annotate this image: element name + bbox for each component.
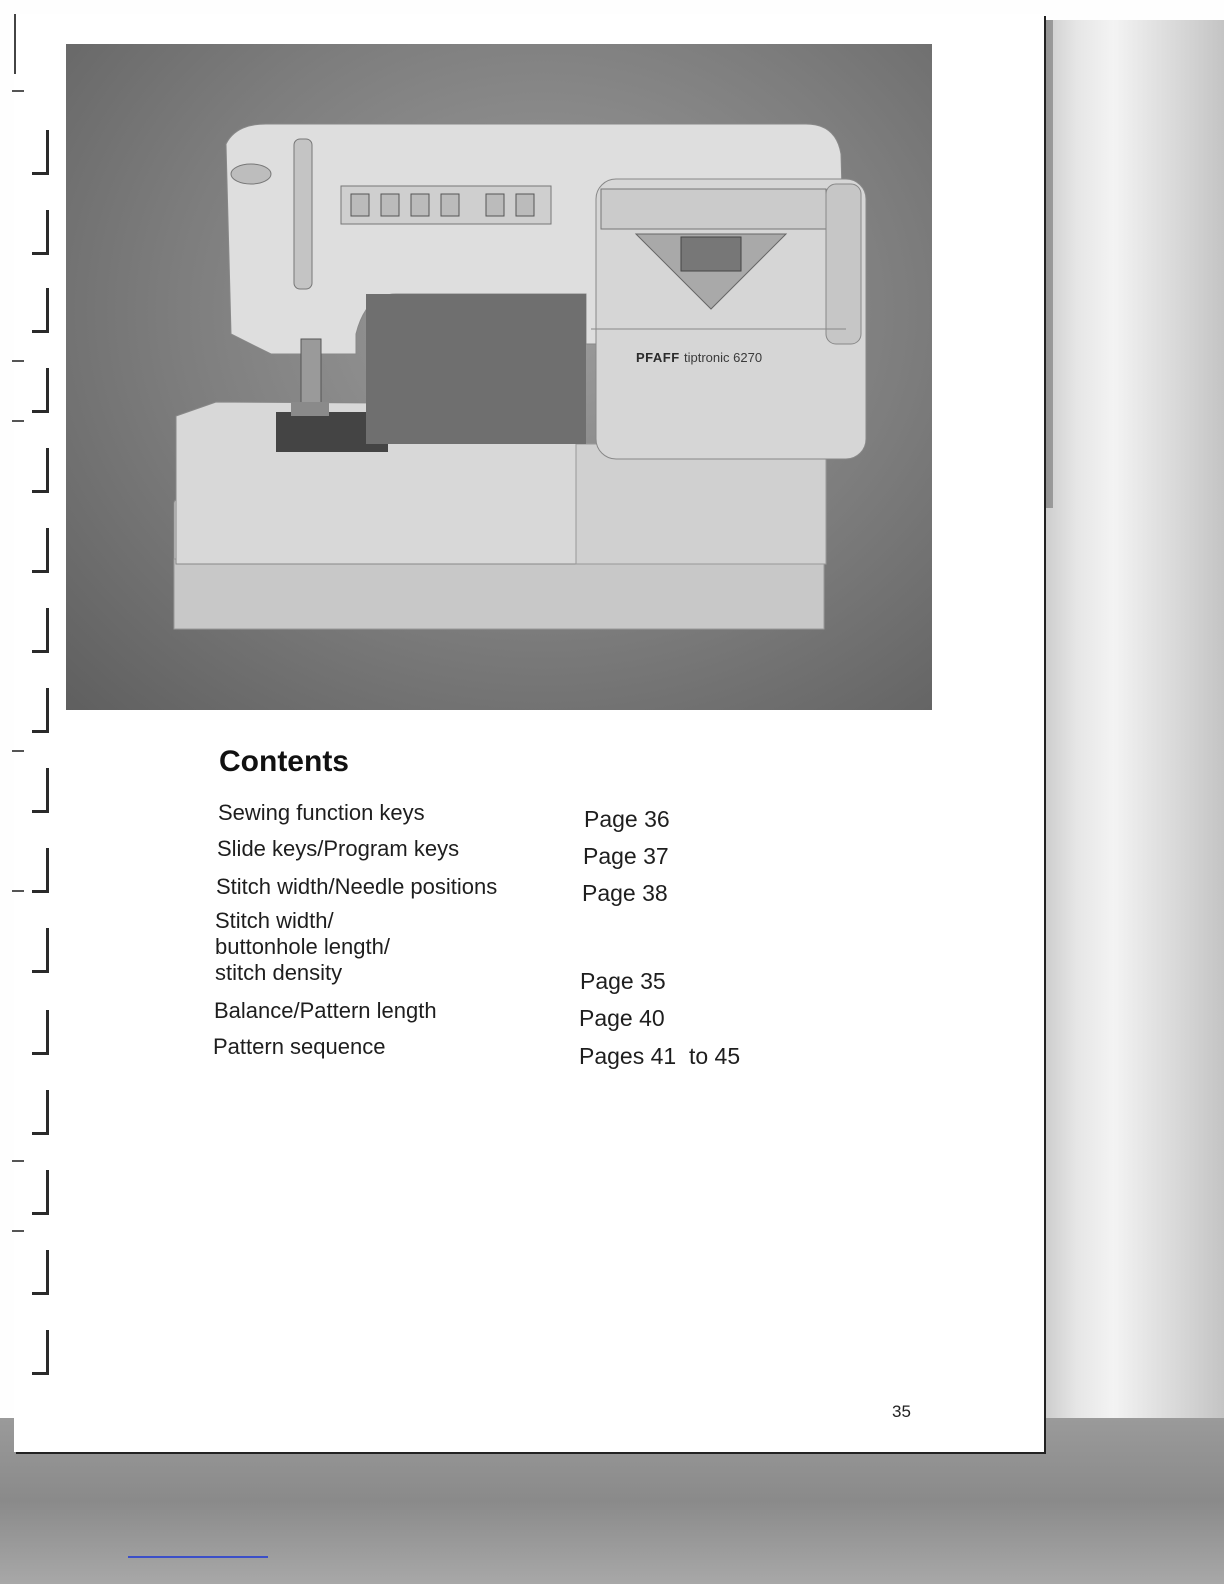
scan-blue-rule	[128, 1556, 268, 1558]
binding-hook	[32, 1090, 49, 1135]
page-number: 35	[892, 1402, 911, 1421]
toc-item-page: Page 35	[580, 968, 666, 994]
binding-hook	[32, 130, 49, 175]
binding-hook	[32, 1010, 49, 1055]
toc-item-page: Page 38	[582, 880, 668, 906]
binding-hook	[32, 448, 49, 493]
binding-hook	[32, 528, 49, 573]
toc-item-label-line: stitch density	[215, 960, 343, 985]
slide-key-panel	[601, 189, 826, 229]
brand-label: PFAFF	[636, 350, 680, 365]
binding-hook	[32, 608, 49, 653]
toc-item-page: Page 37	[583, 843, 669, 869]
sewing-machine-illustration	[66, 44, 932, 710]
right-page-edge	[1040, 20, 1224, 1460]
needle-bar	[301, 339, 321, 404]
binding-hook	[32, 848, 49, 893]
binding-hook	[32, 1250, 49, 1295]
machine-bed-extension	[576, 444, 826, 564]
binding-hook	[32, 768, 49, 813]
binding-hook	[32, 368, 49, 413]
logo-emblem	[231, 164, 271, 184]
toc-item-label-line: Stitch width/	[215, 908, 334, 933]
binding-hook	[32, 210, 49, 255]
binding-hook	[32, 288, 49, 333]
binding-tick	[12, 360, 24, 362]
contents-heading: Contents	[219, 745, 349, 778]
binding-hook	[32, 1330, 49, 1375]
binding-tick	[12, 90, 24, 92]
sewing-machine-photo	[66, 44, 932, 710]
binding-tick	[12, 890, 24, 892]
handwheel	[826, 184, 861, 344]
toc-item-label: Stitch width/Needle positions	[216, 874, 498, 899]
toc-item-page: Page 36	[584, 806, 670, 832]
toc-item-label: Slide keys/Program keys	[217, 836, 460, 861]
toc-item-page: Pages 41 to 45	[579, 1043, 741, 1069]
binding-tick	[12, 1160, 24, 1162]
binding-hook	[32, 688, 49, 733]
binding-hook	[32, 1170, 49, 1215]
machine-base-front	[174, 559, 824, 629]
toc-item-page: Page 40	[579, 1005, 665, 1031]
spiral-binding	[10, 20, 66, 1420]
binding-tick	[12, 1230, 24, 1232]
toc-item-label: Balance/Pattern length	[214, 998, 437, 1023]
thread-guide	[294, 139, 312, 289]
binding-tick	[12, 750, 24, 752]
model-label: tiptronic 6270	[684, 350, 763, 365]
toc-item-label: Pattern sequence	[213, 1034, 386, 1059]
toc-item-label: Sewing function keys	[218, 800, 425, 825]
binding-hook	[32, 928, 49, 973]
binding-tick	[12, 420, 24, 422]
display-screen	[681, 237, 741, 271]
throat-opening	[366, 294, 586, 444]
toc-item-label-line: buttonhole length/	[215, 934, 390, 959]
presser-foot	[291, 402, 329, 416]
